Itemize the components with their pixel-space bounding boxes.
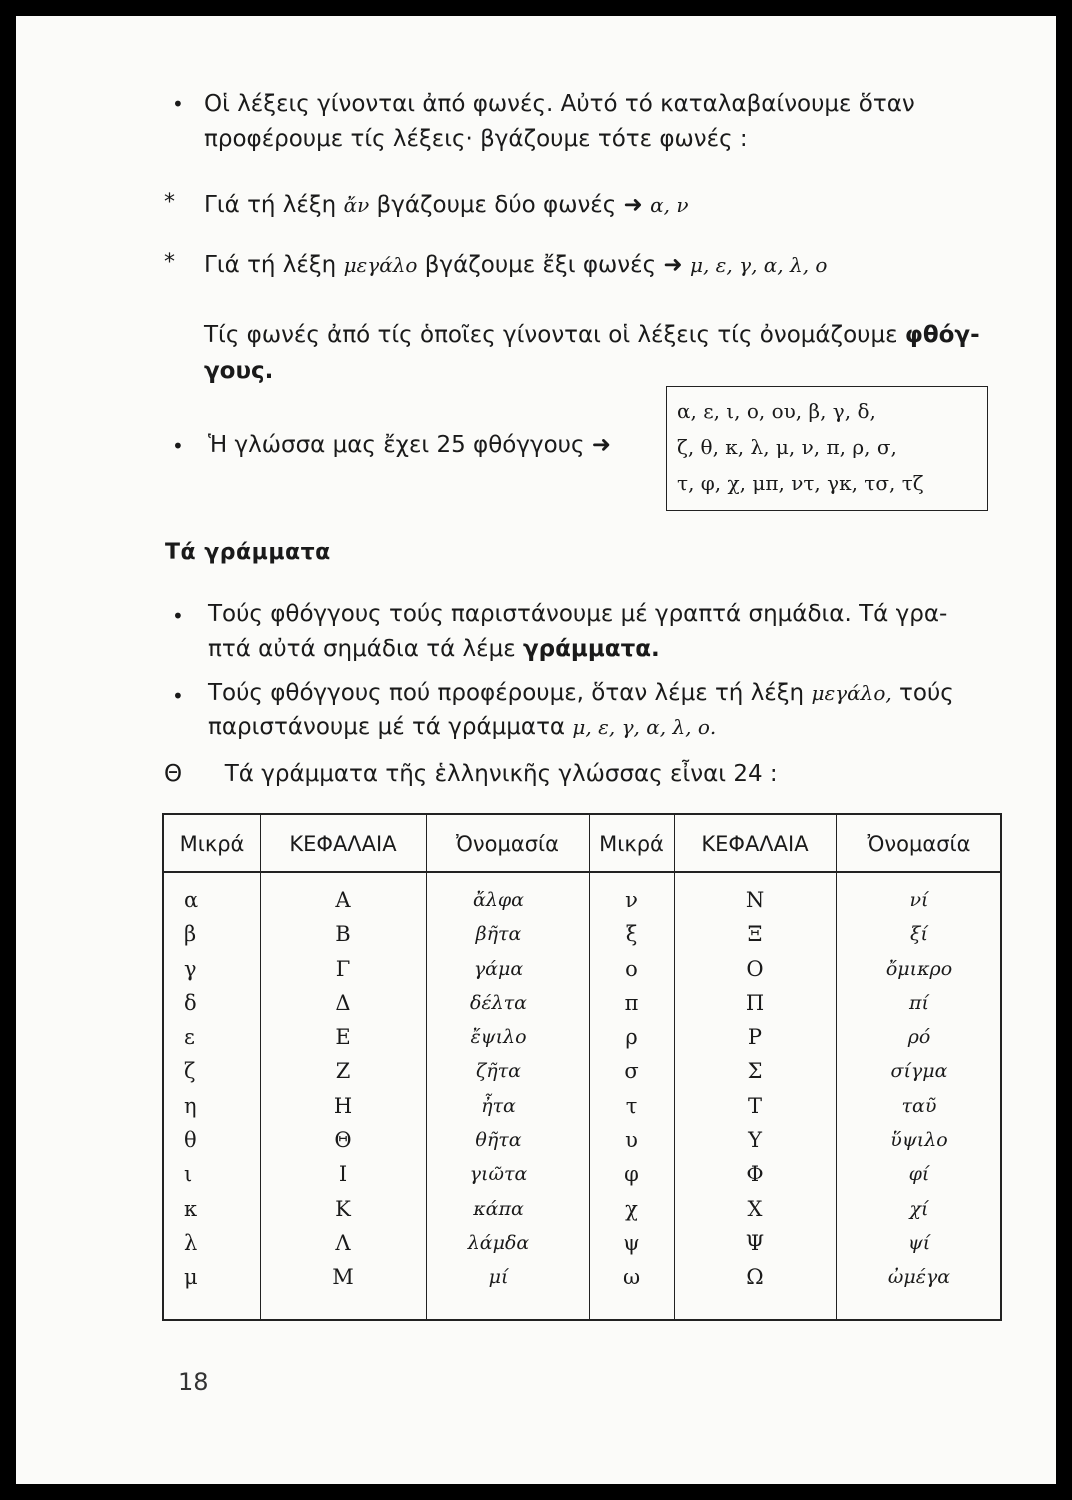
small-letter: π: [624, 990, 639, 1015]
small-letter: λ: [184, 1230, 198, 1255]
letter-name: ὕψιλο: [890, 1129, 948, 1152]
small-letter: ε: [184, 1025, 195, 1050]
letter-name: ρό: [907, 1026, 931, 1049]
capital-letter: Κ: [335, 1196, 351, 1221]
p2-mid: βγάζουμε δύο φωνές ➜: [376, 192, 643, 218]
p3-letters: μ, ε, γ, α, λ, ο: [689, 253, 828, 277]
section-heading: Τά γράμματα: [165, 540, 331, 565]
s2-b2-word: μεγάλο,: [811, 681, 892, 705]
sounds-row-2: ζ, θ, κ, λ, μ, ν, π, ρ, σ,: [677, 435, 897, 459]
letter-name: ταῦ: [901, 1094, 937, 1117]
page-number: 18: [178, 1368, 209, 1396]
col-name-1: [426, 883, 571, 1295]
p4-line2: [204, 356, 273, 386]
capital-letter: Α: [335, 888, 351, 912]
capital-letter: Π: [745, 990, 765, 1015]
letter-name: γάμα: [473, 957, 524, 980]
p1-line1: Οἱ λέξεις γίνονται ἀπό φωνές. Αὐτό τό καταλαβαίνουμε ὅταν: [204, 91, 915, 117]
letter-name: ἔψιλο: [470, 1026, 527, 1049]
bullet-3: •: [172, 604, 184, 628]
small-letter: β: [184, 922, 197, 947]
p1-line2: προφέρουμε τίς λέξεις· βγάζουμε τότε φωνές :: [204, 126, 748, 152]
letter-name: ὠμέγα: [887, 1266, 951, 1289]
header-cell: Ὀνομασία: [867, 832, 971, 856]
letter-name: θῆτα: [475, 1129, 522, 1152]
letter-name: νί: [909, 889, 929, 911]
letter-name: ξί: [910, 923, 928, 946]
small-letter: ρ: [625, 1025, 638, 1050]
small-letter: ξ: [625, 922, 638, 947]
small-letter: γ: [184, 956, 197, 981]
capital-letter: Ω: [746, 1265, 764, 1290]
bullet-1: •: [172, 92, 184, 116]
small-letter: ψ: [623, 1230, 640, 1255]
p2-text: Γιά τή λέξη: [204, 192, 337, 218]
col-capital-2: [674, 883, 836, 1295]
p4-line1: [204, 320, 980, 350]
letter-name: ἦτα: [481, 1094, 516, 1117]
capital-letter: Δ: [335, 990, 351, 1015]
capital-letter: Ε: [335, 1025, 351, 1050]
s2-b2-end: τούς: [899, 680, 954, 706]
small-letter: μ: [184, 1265, 198, 1290]
small-letter: ο: [625, 956, 638, 981]
capital-letter: Β: [335, 922, 351, 947]
s2-theta-line: [164, 759, 778, 789]
capital-letter: Λ: [335, 1230, 351, 1255]
s2-b1-line2: [208, 634, 660, 664]
capital-letter: Υ: [748, 1128, 762, 1153]
col-small-1: [184, 883, 260, 1295]
theta-icon: Θ: [164, 761, 183, 787]
col-small-2: [589, 883, 674, 1295]
letters-table: [162, 813, 1002, 1321]
capital-letter: Σ: [747, 1059, 763, 1084]
capital-letter: Ο: [746, 956, 764, 981]
letter-name: φί: [908, 1163, 930, 1186]
p3-text: Γιά τή λέξη: [204, 252, 337, 278]
col-capital-1: [260, 883, 426, 1295]
small-letter: α: [184, 888, 199, 912]
small-letter: ω: [622, 1265, 641, 1290]
p5-line: Ἡ γλώσσα μας ἔχει 25 φθόγγους ➜: [208, 432, 612, 458]
letter-name: ἄλφα: [472, 889, 524, 911]
sounds-row-3: τ, φ, χ, μπ, ντ, γκ, τσ, τζ: [677, 471, 924, 495]
s2-b1-bold: γράμματα.: [522, 636, 660, 662]
letter-name: ψί: [907, 1231, 931, 1254]
header-cell: ΚΕΦΑΛΑΙΑ: [701, 832, 809, 856]
small-letter: τ: [625, 1093, 638, 1118]
capital-letter: Χ: [747, 1196, 763, 1221]
header-cell: ΚΕΦΑΛΑΙΑ: [289, 832, 397, 856]
capital-letter: Ζ: [335, 1059, 351, 1084]
small-letter: δ: [184, 990, 197, 1015]
letter-name: δέλτα: [469, 991, 528, 1014]
s2-b1-line1: Τούς φθόγγους τούς παριστάνουμε μέ γραπτά σημάδια. Τά γρα-: [208, 601, 948, 627]
letter-name: πί: [909, 991, 929, 1014]
star-1: *: [164, 190, 175, 215]
header-cell: Μικρά: [599, 832, 664, 856]
small-letter: σ: [624, 1059, 639, 1084]
p2-line: [204, 190, 689, 220]
small-letter: θ: [184, 1128, 197, 1153]
header-cell: Ὀνομασία: [456, 832, 559, 856]
sounds-box: [666, 386, 988, 511]
small-letter: ν: [625, 888, 638, 912]
letter-name: λάμδα: [467, 1231, 530, 1254]
small-letter: υ: [625, 1128, 638, 1153]
s2-b2-text2: παριστάνουμε μέ τά γράμματα: [208, 714, 566, 740]
bullet-4: •: [172, 684, 184, 708]
s2-theta-text: Τά γράμματα τῆς ἑλληνικῆς γλώσσας εἶναι 24 :: [224, 761, 778, 787]
letter-name: σίγμα: [890, 1060, 948, 1083]
p4-text: Τίς φωνές ἀπό τίς ὁποῖες γίνονται οἱ λέξεις τίς ὀνομάζουμε: [204, 322, 898, 348]
col-name-2: [836, 883, 1002, 1295]
p3-mid: βγάζουμε ἔξι φωνές ➜: [424, 252, 683, 278]
p2-word: ἄν: [343, 193, 370, 217]
small-letter: ι: [184, 1162, 193, 1187]
letter-name: βῆτα: [475, 923, 522, 946]
letter-name: ζῆτα: [475, 1060, 522, 1083]
small-letter: κ: [184, 1196, 198, 1221]
capital-letter: Ι: [338, 1162, 348, 1187]
sounds-row-1: α, ε, ι, ο, ου, β, γ, δ,: [677, 399, 876, 423]
capital-letter: Ρ: [747, 1025, 763, 1050]
capital-letter: Φ: [746, 1162, 764, 1187]
p4-bold: φθόγ-: [904, 322, 980, 348]
bullet-2: •: [172, 434, 184, 458]
capital-letter: Ν: [745, 888, 765, 912]
capital-letter: Η: [333, 1093, 353, 1118]
capital-letter: Μ: [332, 1265, 354, 1290]
header-cell: Μικρά: [179, 832, 245, 856]
letter-name: ὄμικρο: [885, 957, 953, 980]
s2-b2-letters: μ, ε, γ, α, λ, ο.: [572, 715, 717, 739]
letter-name: γιῶτα: [469, 1163, 528, 1186]
s2-b2-text: Τούς φθόγγους πού προφέρουμε, ὅταν λέμε τή λέξη: [208, 680, 805, 706]
capital-letter: Γ: [335, 956, 351, 981]
page: [16, 16, 1056, 1484]
p3-line: [204, 250, 827, 280]
letter-name: χί: [909, 1197, 929, 1220]
s2-b2-line2: [208, 712, 716, 742]
letter-name: κάπα: [473, 1197, 524, 1220]
capital-letter: Ψ: [745, 1230, 765, 1255]
s2-b2-line1: [208, 678, 954, 708]
capital-letter: Θ: [334, 1128, 352, 1153]
s2-b1-text: πτά αὐτά σημάδια τά λέμε: [208, 636, 516, 662]
small-letter: η: [184, 1093, 197, 1118]
capital-letter: Τ: [747, 1093, 762, 1118]
p2-letters: α, ν: [650, 193, 689, 217]
small-letter: ζ: [184, 1059, 196, 1084]
capital-letter: Ξ: [747, 922, 763, 947]
p4-bold2: γους.: [204, 358, 274, 384]
star-2: *: [164, 250, 175, 275]
small-letter: χ: [625, 1196, 638, 1221]
letter-name: μί: [488, 1266, 509, 1289]
p3-word: μεγάλο: [343, 253, 418, 277]
small-letter: φ: [624, 1162, 639, 1187]
